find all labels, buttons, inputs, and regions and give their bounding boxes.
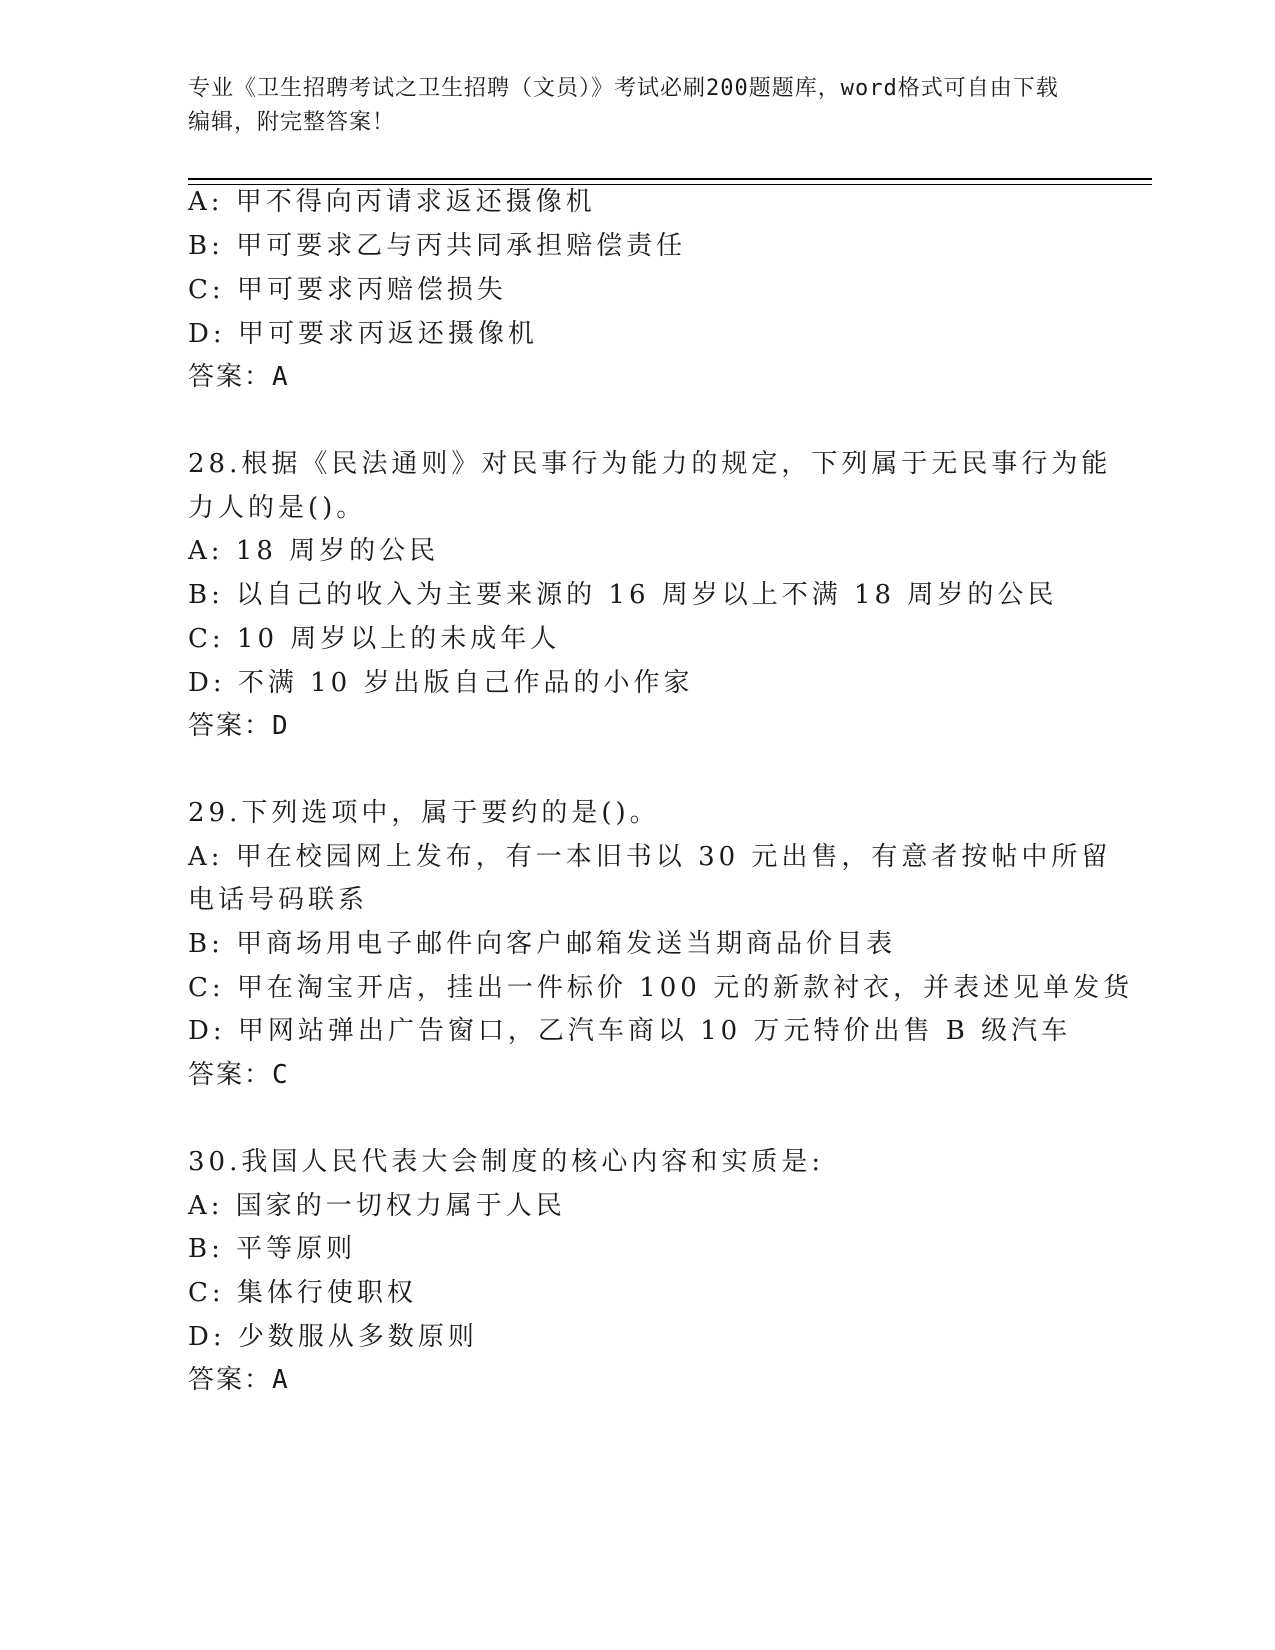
q30-answer bbox=[188, 1364, 288, 1396]
q28-stem-line1: 28.根据《民法通则》对民事行为能力的规定，下列属于无民事行为能 bbox=[188, 449, 1112, 479]
q30-option-b: B: 平等原则 bbox=[188, 1234, 357, 1264]
q28-option-a: A: 18 周岁的公民 bbox=[188, 536, 440, 566]
q28-answer bbox=[188, 710, 288, 742]
q29-option-a-line1: A: 甲在校园网上发布，有一本旧书以 30 元出售，有意者按帖中所留 bbox=[188, 842, 1112, 872]
q29-answer bbox=[188, 1059, 288, 1091]
answer-value: C bbox=[272, 1060, 288, 1090]
header-rule-thick bbox=[188, 178, 1152, 180]
prev-option-d: D: 甲可要求丙返还摄像机 bbox=[188, 319, 538, 349]
answer-value: D bbox=[272, 711, 288, 741]
q29-option-a-line2: 电话号码联系 bbox=[188, 885, 369, 915]
answer-label: 答案： bbox=[188, 362, 273, 392]
prev-option-c: C: 甲可要求丙赔偿损失 bbox=[188, 275, 507, 305]
answer-label: 答案： bbox=[188, 1365, 273, 1395]
document-header: 专业《卫生招聘考试之卫生招聘（文员）》考试必刷200题题库，word格式可自由下载编辑，附完整答案！ bbox=[188, 76, 1059, 135]
q28-option-c: C: 10 周岁以上的未成年人 bbox=[188, 624, 561, 654]
q29-option-c: C: 甲在淘宝开店，挂出一件标价 100 元的新款衬衣，并表述见单发货 bbox=[188, 973, 1134, 1003]
q28-option-b: B: 以自己的收入为主要来源的 16 周岁以上不满 18 周岁的公民 bbox=[188, 580, 1058, 610]
q29-option-b: B: 甲商场用电子邮件向客户邮箱发送当期商品价目表 bbox=[188, 929, 897, 959]
prev-option-b: B: 甲可要求乙与丙共同承担赔偿责任 bbox=[188, 231, 687, 261]
header-rule-thin bbox=[188, 184, 1152, 185]
q30-option-c: C: 集体行使职权 bbox=[188, 1278, 417, 1308]
q29-option-d: D: 甲网站弹出广告窗口，乙汽车商以 10 万元特价出售 B 级汽车 bbox=[188, 1016, 1072, 1046]
prev-option-a: A: 甲不得向丙请求返还摄像机 bbox=[188, 187, 596, 217]
q28-stem-line2: 力人的是()。 bbox=[188, 493, 367, 523]
q30-option-a: A: 国家的一切权力属于人民 bbox=[188, 1191, 566, 1221]
answer-value: A bbox=[272, 1365, 288, 1395]
answer-value: A bbox=[272, 362, 288, 392]
answer-label: 答案： bbox=[188, 711, 273, 741]
q30-stem: 30.我国人民代表大会制度的核心内容和实质是: bbox=[188, 1147, 825, 1177]
q28-option-d: D: 不满 10 岁出版自己作品的小作家 bbox=[188, 668, 694, 698]
prev-answer bbox=[188, 361, 288, 393]
q29-stem: 29.下列选项中，属于要约的是()。 bbox=[188, 798, 660, 828]
q30-option-d: D: 少数服从多数原则 bbox=[188, 1322, 478, 1352]
answer-label: 答案： bbox=[188, 1060, 273, 1090]
